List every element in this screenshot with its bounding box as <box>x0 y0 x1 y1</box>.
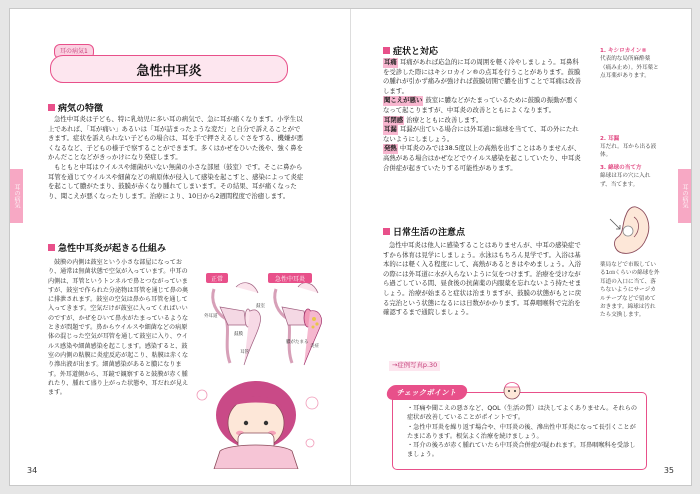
book-spread <box>9 8 692 486</box>
note-3-text: 綿球は耳の穴に入れず、当てます。 <box>600 173 651 188</box>
features-paragraph-2: もともと中耳はウイルスや細菌がいない無菌の小さな部屋（鼓室）です。そこに鼻から耳管を通じてウイルスや細菌などの病原体が侵入して感染を起こすと、感染によって炎症を起こして膿がたまり、鼓膜が赤くなり腫れてしまいます。その結果、耳が痛くなったり、聞こえが悪くなったりします。治療により、10日から2週間程度で治癒します。 <box>48 162 304 200</box>
symptom-label: 耳痛 <box>384 58 397 66</box>
nurse-icon <box>501 379 523 401</box>
note-2-title: 2. 耳漏 <box>600 135 620 142</box>
right-page-number: 35 <box>663 466 674 475</box>
symptom-fever: 発熱 中耳炎のみでは38.5度以上の高熱を出すことはありませんが、高熱がある場合はかぜなどでウイルス感染を起こしていたり、中耳炎合併症が起きていたりする可能性があります。 <box>383 144 581 172</box>
ear-diagram <box>200 267 328 375</box>
checkpoint-label: チェックポイント <box>385 385 468 400</box>
symptom-fullness: 耳閉感 治療とともに改善します。 <box>384 115 483 124</box>
symptom-label: 発熱 <box>384 144 397 153</box>
heading-square-icon <box>383 47 390 54</box>
label-ear-canal: 外耳道 <box>204 314 218 319</box>
checkpoint-list <box>407 404 641 460</box>
checkpoint-item: ・急性中耳炎を繰り返す場合や、中耳炎の後、滲出性中耳炎になって長引くことがたまにあります。根気よく治療を続けましょう。 <box>407 423 636 440</box>
section-heading-symptoms: 症状と対応 <box>383 44 438 57</box>
section-heading-features: 病気の特徴 <box>48 101 103 114</box>
daily-life-body: 急性中耳炎は他人に感染することはありませんが、中耳の感染症ですから体育は見学にしましょう。水泳はもちろん見学です。入浴は基本的には軽く入る程度にして、高熱があるときはやめましょう。入浴の際には外耳道に水が入らないように気をつけます。治療を受けながら過ごしている間、昼食後の抗菌薬の内服薬を忘れないよう持たせましょう。治療が始まると症状は治まりますが、鼓膜の状態がもとに戻る完治という状態になるには日数がかかります。耳鼻咽喉科で完治を確認するまで通院しましょう。 <box>383 241 582 317</box>
heading-square-icon <box>48 244 55 251</box>
symptom-label: 耳漏 <box>384 125 397 134</box>
heading-square-icon <box>383 228 390 235</box>
title-tag: 耳の病気1 <box>54 44 94 59</box>
page-title: 急性中耳炎 <box>136 64 202 79</box>
note-1-title: 1. キシロカイン® <box>600 48 647 54</box>
symptom-hearing: 聞こえが悪い 鼓室に膿などがたまっているために鼓膜の振動が悪くなって起こりますが、中耳炎の改善とともによくなります。 <box>383 96 579 114</box>
label-pus: 膿がたまる <box>286 340 309 345</box>
note-2-text: 耳だれ。耳から出る液体。 <box>600 144 657 159</box>
checkpoint-box <box>392 388 647 470</box>
mechanism-body: 鼓膜の内側は鼓室という小さな部屋になっており、通常は無菌状態で空気が入っています。中耳の内側は、耳管というトンネルで鼻とつながっていますが、鼓室で作られた分泌物は耳管を通じて鼻の奥に排泄されます。鼓室の空気は鼻から耳管を通して入ってきます。空気だけが鼓室に入ってくればいいのですが、かぜをひいて鼻水がたまっているようなときが問題です。鼻からウイルスや細菌などの病原体の混じった空気が耳管を通して鼓室に入り、ウイルス感染や細菌感染を起こします。感染すると、鼓室の内側の粘膜に炎症反応が起こり、粘膜は赤くなり滲出液が出ます。細菌感染があると膿になります。外耳道側から、耳鏡で観察すると鼓膜が赤く腫れたり、腫れて盛り上がった状態や、耳だれが見えます。 <box>48 259 189 397</box>
note-1-text: 代表的な局所麻酔薬（痛み止め）。外耳薬と点耳薬があります。 <box>600 56 659 80</box>
section-heading-daily-life: 日常生活の注意点 <box>383 225 465 238</box>
left-page-number: 34 <box>27 466 38 475</box>
label-cavity: 鼓室 <box>256 304 265 309</box>
checkpoint-item: ・耳痛や聞こえの悪さなど、QOL（生活の質）は決してよくありません。それらの症状が改善していることがポイントです。 <box>407 405 638 422</box>
reference-link[interactable]: →症例写真p.30 <box>389 361 440 371</box>
child-nose-blowing-illustration <box>180 373 330 469</box>
symptom-ear-pain: 耳痛 耳痛があれば応急的に耳の周囲を軽く冷やしましょう。耳鼻科を受診した際にはキシロカイン®の点耳を行うことがあります。鼓膜の腫れが引かず痛みが強ければ鼓膜切開で膿を出すことで耳痛は改善します。 <box>383 58 582 95</box>
symptom-label: 耳閉感 <box>384 115 404 124</box>
features-paragraph-1: 急性中耳炎は子ども、特に乳幼児に多い耳の病気で、急に耳が痛くなります。小学生以上であれば、「耳が痛い」あるいは「耳が詰まったような変だ」と自分で訴えることができます。症状を訴えられない子どもの場合は、耳を手で押さえるしぐさをする、機嫌が悪くなるなど、子どもの様子で察することができます。多くはかぜをひいた後や、強く鼻をかんだことなどがきっかけになり発症します。 <box>48 115 304 162</box>
features-body <box>48 115 306 201</box>
label-inflammation: 炎症 <box>310 344 319 349</box>
left-edge-tab: 耳の病気 <box>10 169 23 223</box>
note-4-text: 薬局などで市販している1㎝くらいの綿球を外耳道の入口に当て、落ちないようにサージカルテープなどで留めておきます。綿球は汚れたら交換します。 <box>600 262 660 319</box>
note-3-title: 3. 綿球の当て方 <box>600 164 642 171</box>
symptom-label: 聞こえが悪い <box>384 96 423 105</box>
right-edge-tab: 耳の病気 <box>678 169 691 223</box>
heading-square-icon <box>48 104 55 111</box>
label-eustachian: 耳管 <box>240 350 249 355</box>
checkpoint-item: ・耳介の後ろが赤く腫れていたら中耳炎合併症が疑われます。耳鼻咽喉科を受診しましょう。 <box>407 442 636 459</box>
title-box <box>50 55 288 83</box>
page-gutter <box>350 9 351 485</box>
symptom-otorrhea: 耳漏 耳漏が出ている場合には外耳道に綿球を当てて、耳の外にたれないようにしましょう。 <box>383 125 579 143</box>
ear-cotton-illustration <box>606 203 654 257</box>
label-otitis: 急性中耳炎 <box>274 276 306 283</box>
symptoms-body <box>383 58 583 173</box>
section-heading-mechanism: 急性中耳炎が起きる仕組み <box>48 241 166 254</box>
label-tympanic: 鼓膜 <box>234 332 243 337</box>
label-normal: 正常 <box>210 276 224 283</box>
sidebar-notes <box>600 47 660 189</box>
